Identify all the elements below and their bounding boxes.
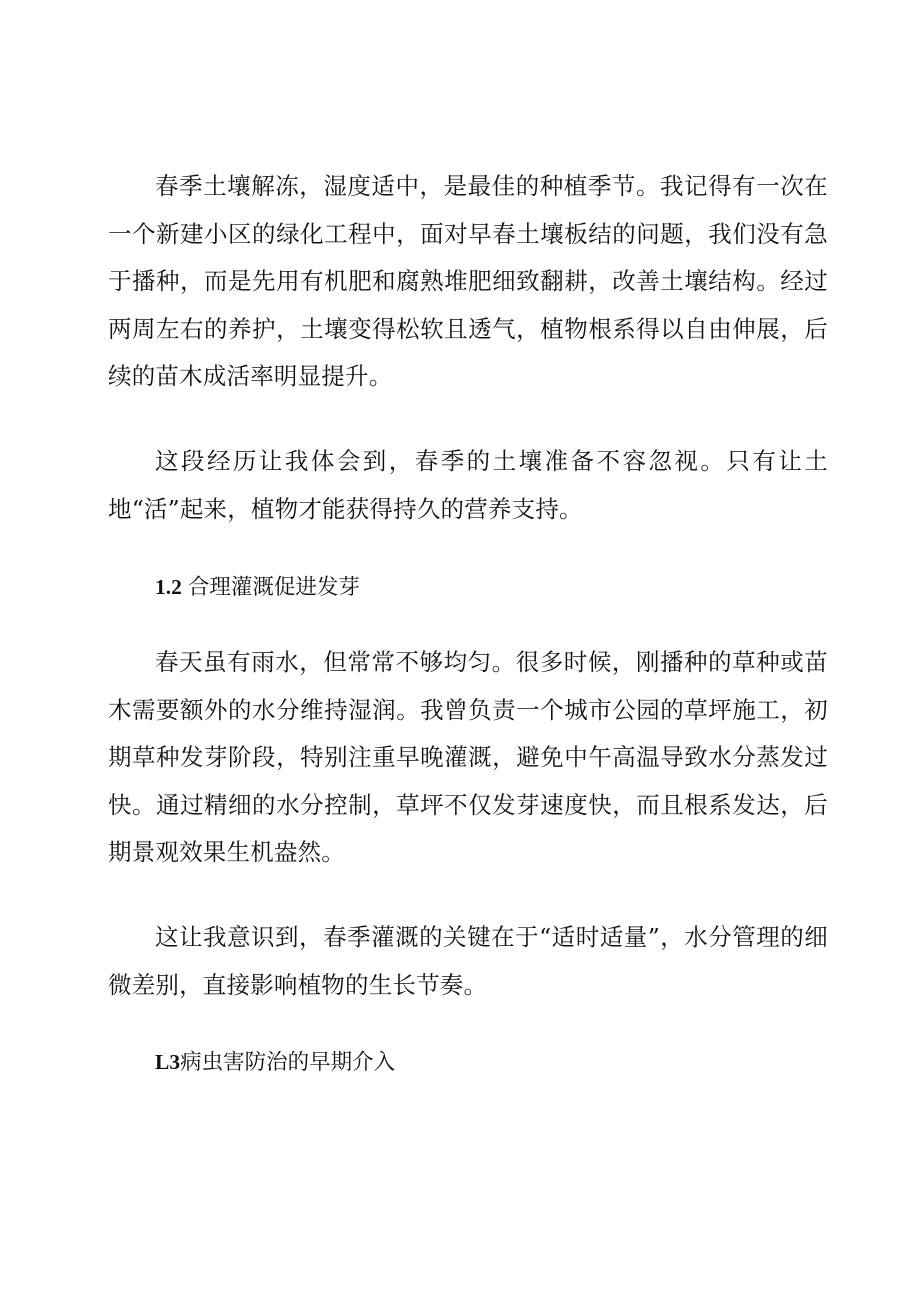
section-title: 病虫害防治的早期介入 <box>180 1050 396 1075</box>
section-title: 合理灌溉促进发芽 <box>187 575 360 600</box>
section-number: L3 <box>155 1050 181 1074</box>
section-heading-irrigation <box>155 572 360 603</box>
document-page <box>108 0 828 1301</box>
paragraph-soil-preparation: 春季土壤解冻，湿度适中，是最佳的种植季节。我记得有一次在一个新建小区的绿化工程中，面对早春土壤板结的问题，我们没有急于播种，而是先用有机肥和腐熟堆肥细致翻耕，改善土壤结构。经过两周左右的养护，土壤变得松软且透气，植物根系得以自由伸展，后续的苗木成活率明显提升。 <box>108 172 828 390</box>
paragraph-soil-reflection: 这段经历让我体会到，春季的土壤准备不容忽视。只有让土地“活”起来，植物才能获得持久的营养支持。 <box>108 447 828 523</box>
section-heading-pest-control <box>155 1047 395 1078</box>
section-number: 1.2 <box>155 575 182 599</box>
paragraph-irrigation-reflection: 这让我意识到，春季灌溉的关键在于“适时适量”，水分管理的细微差别，直接影响植物的生长节奏。 <box>108 923 828 999</box>
paragraph-irrigation-experience: 春天虽有雨水，但常常不够均匀。很多时候，刚播种的草种或苗木需要额外的水分维持湿润。我曾负责一个城市公园的草坪施工，初期草种发芽阶段，特别注重早晚灌溉，避免中午高温导致水分蒸发过快。通过精细的水分控制，草坪不仅发芽速度快，而且根系发达，后期景观效果生机盎然。 <box>108 648 828 866</box>
